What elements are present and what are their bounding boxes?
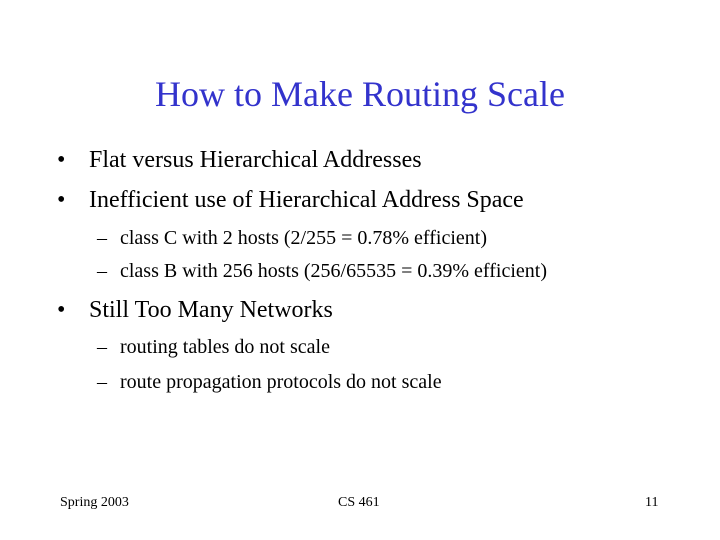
subbullet-text: route propagation protocols do not scale bbox=[120, 371, 442, 393]
bullet-marker: • bbox=[57, 147, 66, 173]
subbullet-marker: – bbox=[97, 260, 107, 282]
subbullet-routing-tables bbox=[97, 335, 330, 359]
bullet-text: Still Too Many Networks bbox=[89, 297, 333, 323]
bullet-marker: • bbox=[57, 297, 66, 323]
footer-term: Spring 2003 bbox=[60, 495, 129, 510]
subbullet-marker: – bbox=[97, 336, 107, 358]
subbullet-text: class C with 2 hosts (2/255 = 0.78% efficient) bbox=[120, 227, 487, 249]
subbullet-class-c bbox=[97, 226, 487, 250]
footer-course: CS 461 bbox=[338, 495, 380, 510]
slide-title: How to Make Routing Scale bbox=[155, 74, 565, 114]
subbullet-text: class B with 256 hosts (256/65535 = 0.39% efficient) bbox=[120, 260, 547, 282]
bullet-text: Flat versus Hierarchical Addresses bbox=[89, 147, 422, 173]
footer-page-number: 11 bbox=[645, 495, 659, 510]
subbullet-class-b bbox=[97, 259, 547, 283]
bullet-inefficient-use bbox=[57, 185, 524, 215]
bullet-text: Inefficient use of Hierarchical Address Space bbox=[89, 187, 524, 213]
subbullet-route-propagation bbox=[97, 370, 442, 394]
subbullet-marker: – bbox=[97, 371, 107, 393]
subbullet-text: routing tables do not scale bbox=[120, 336, 330, 358]
bullet-too-many-networks bbox=[57, 295, 333, 325]
bullet-flat-vs-hierarchical bbox=[57, 145, 422, 175]
subbullet-marker: – bbox=[97, 227, 107, 249]
bullet-marker: • bbox=[57, 187, 66, 213]
